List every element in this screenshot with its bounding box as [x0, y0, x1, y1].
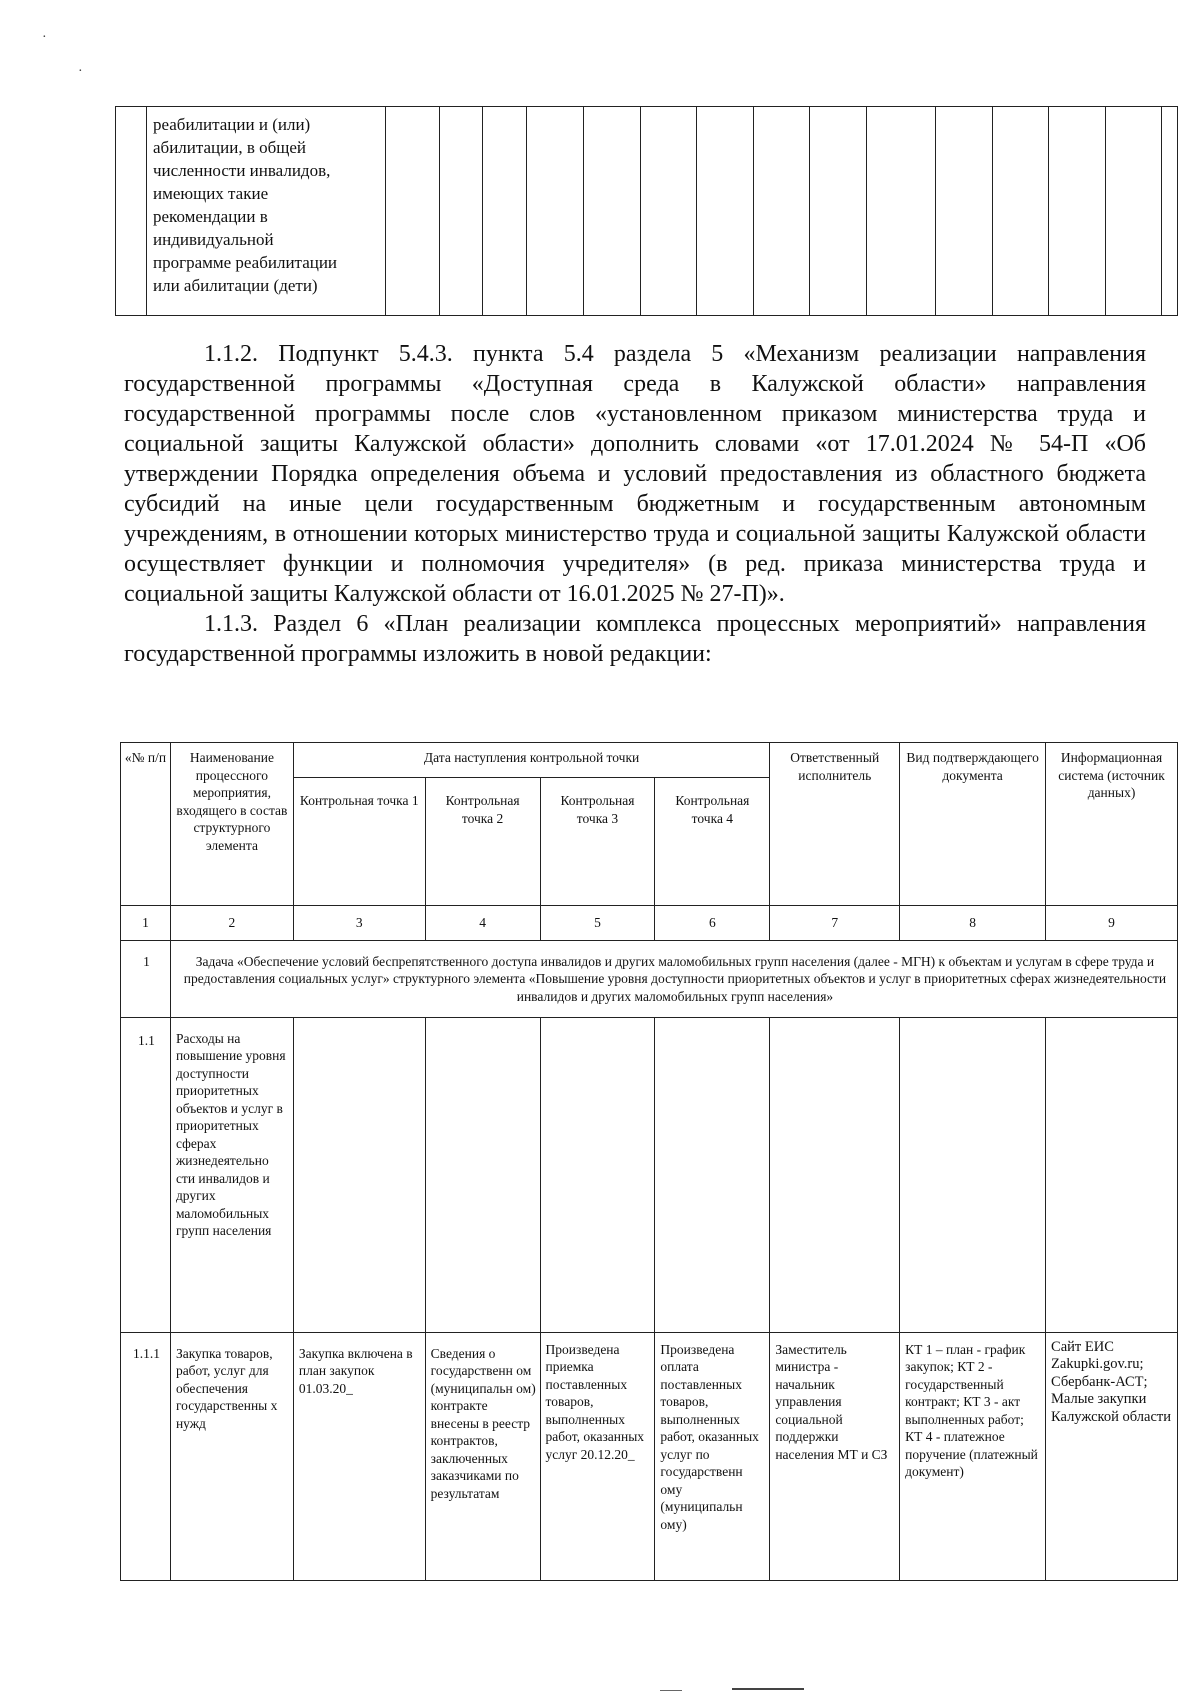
- row-1-1-name: Расходы на повышение уровня доступности приоритетных объектов и услуг в приоритетных сферах жизнедеятельно сти инвалидов и других маломобильных групп населения: [170, 1017, 293, 1332]
- row-1-1-1-kt3: Произведена приемка поставленных товаров, выполненных работ, оказанных услуг 20.12.20_: [540, 1332, 655, 1580]
- scan-mark: [732, 1688, 804, 1690]
- empty-cell: [900, 1017, 1046, 1332]
- row-1-1-num: 1.1: [121, 1017, 171, 1332]
- indicator-line: реабилитации и (или): [153, 115, 311, 134]
- header-kt3: Контрольная точка 3: [540, 778, 655, 906]
- empty-cell: [527, 107, 584, 316]
- col-number: 7: [770, 906, 900, 941]
- col-number: 5: [540, 906, 655, 941]
- empty-cell: [1106, 107, 1162, 316]
- row-1-1-1-info-system: Сайт ЕИС Zakupki.gov.ru; Сбербанк-АСТ; Малые закупки Калужской области: [1046, 1332, 1178, 1580]
- indicator-line: индивидуальной: [153, 230, 274, 249]
- indicator-line: или абилитации (дети): [153, 276, 318, 295]
- indicator-line: рекомендации в: [153, 207, 268, 226]
- scan-mark: ·: [42, 30, 47, 45]
- col-number: 8: [900, 906, 1046, 941]
- header-kt2: Контрольная точка 2: [425, 778, 540, 906]
- empty-cell: [810, 107, 867, 316]
- row-1-1-1-kt1: Закупка включена в план закупок 01.03.20_: [293, 1332, 425, 1580]
- header-date-group: Дата наступления контрольной точки: [293, 743, 769, 778]
- header-doc-type: Вид подтверждающего документа: [900, 743, 1046, 906]
- header-kt4: Контрольная точка 4: [655, 778, 770, 906]
- header-num: «№ п/п: [121, 743, 171, 906]
- row-1-1-1-responsible: Заместитель министра - начальник управления социальной поддержки населения МТ и СЗ: [770, 1332, 900, 1580]
- header-kt1: Контрольная точка 1: [293, 778, 425, 906]
- empty-cell: [993, 107, 1049, 316]
- empty-cell: [754, 107, 810, 316]
- empty-cell: [1162, 107, 1178, 316]
- paragraph-1-1-3: 1.1.3. Раздел 6 «План реализации комплекса процессных мероприятий» направления государственной программы изложить в новой редакции:: [124, 611, 1146, 667]
- col-number: 4: [425, 906, 540, 941]
- empty-cell: [867, 107, 936, 316]
- empty-cell: [483, 107, 527, 316]
- empty-cell: [1046, 1017, 1178, 1332]
- empty-cell: [540, 1017, 655, 1332]
- row-1-1-1-kt4: Произведена оплата поставленных товаров, выполненных работ, оказанных услуг по государственн ому (муниципальн ому): [655, 1332, 770, 1580]
- empty-cell: [584, 107, 641, 316]
- header-info-system: Информационная система (источник данных): [1046, 743, 1178, 906]
- empty-cell: [936, 107, 993, 316]
- empty-cell: [655, 1017, 770, 1332]
- empty-cell: [293, 1017, 425, 1332]
- row-1-1-1-doc-type: КТ 1 – план - график закупок; КТ 2 - государственный контракт; КТ 3 - акт выполненных работ; КТ 4 - платежное поручение (платежный документ): [900, 1332, 1046, 1580]
- indicator-name-cell: [147, 107, 386, 316]
- empty-cell: [1049, 107, 1106, 316]
- header-responsible: Ответственный исполнитель: [770, 743, 900, 906]
- empty-cell: [697, 107, 754, 316]
- col-number: 2: [170, 906, 293, 941]
- empty-cell: [386, 107, 440, 316]
- scan-mark: [660, 1690, 682, 1691]
- indicator-line: абилитации, в общей: [153, 138, 307, 157]
- indicator-line: имеющих такие: [153, 184, 269, 203]
- paragraph-1-1-2: 1.1.2. Подпункт 5.4.3. пункта 5.4 раздела 5 «Механизм реализации направления государственной программы «Доступная среда в Калужской области» направления государственной программы после слов «установленном приказом министерства труда и социальной защиты Калужской области» дополнить словами «от 17.01.2024 № 54-П «Об утверждении Порядка определения объема и условий предоставления из областного бюджета субсидий на иные цели государственным бюджетным и государственным автономным учреждениям, в отношении которых министерство труда и социальной защиты Калужской области осуществляет функции и полномочия учредителя» (в ред. приказа министерства труда и социальной защиты Калужской области от 16.01.2025 № 27-П)».: [124, 341, 1146, 607]
- indicator-line: программе реабилитации: [153, 253, 338, 272]
- empty-cell: [770, 1017, 900, 1332]
- indicator-line: численности инвалидов,: [153, 161, 331, 180]
- col-number: 3: [293, 906, 425, 941]
- col-number: 6: [655, 906, 770, 941]
- body-text: [124, 339, 1146, 669]
- col-number: 1: [121, 906, 171, 941]
- task-text: Задача «Обеспечение условий беспрепятственного доступа инвалидов и других маломобильных групп населения (далее - МГН) к объектам и услугам в сфере труда и предоставления социальных услуг» структурного элемента «Повышение уровня доступности приоритетных объектов и услуг в приоритетных сферах жизнедеятельности инвалидов и других маломобильных групп населения»: [170, 940, 1177, 1017]
- scan-mark: ·: [78, 64, 83, 79]
- col-number: 9: [1046, 906, 1178, 941]
- row-1-1-1-name: Закупка товаров, работ, услуг для обеспечения государственны х нужд: [170, 1332, 293, 1580]
- empty-cell: [116, 107, 147, 316]
- task-num: 1: [121, 940, 171, 1017]
- empty-cell: [641, 107, 697, 316]
- empty-cell: [440, 107, 483, 316]
- row-1-1-1-kt2: Сведения о государственн ом (муниципальн ом) контракте внесены в реестр контрактов, заключенных заказчиками по результатам: [425, 1332, 540, 1580]
- continuation-table: [115, 106, 1178, 316]
- header-name: Наименование процессного мероприятия, входящего в состав структурного элемента: [170, 743, 293, 906]
- empty-cell: [425, 1017, 540, 1332]
- plan-table: [120, 742, 1178, 1581]
- row-1-1-1-num: 1.1.1: [121, 1332, 171, 1580]
